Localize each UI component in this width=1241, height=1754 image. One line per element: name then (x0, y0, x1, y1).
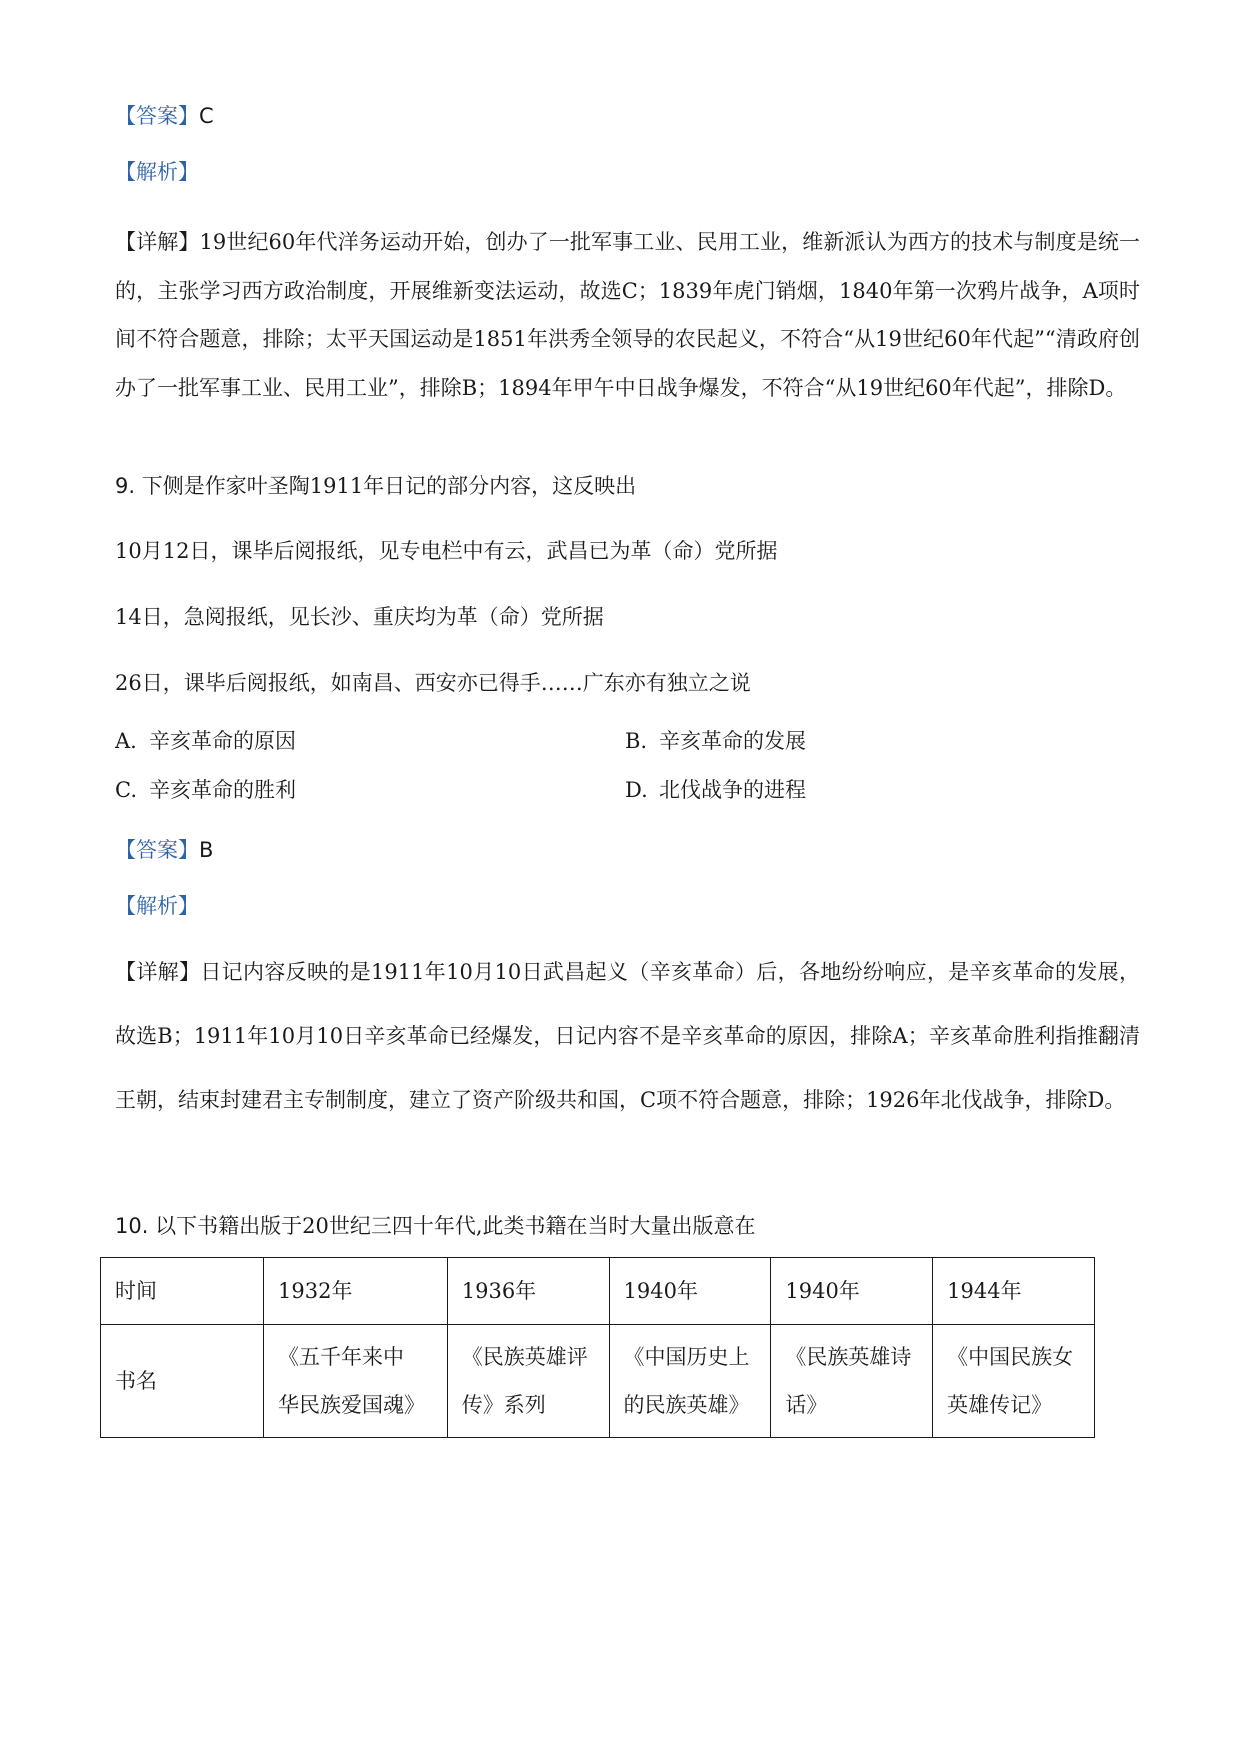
option-letter: B. (625, 729, 648, 753)
row-header-time: 时间 (101, 1258, 264, 1325)
q10-stem-line (115, 1210, 756, 1240)
q9-detail-paragraph (115, 940, 1140, 1132)
answer-value: C (199, 104, 214, 128)
title-cell (447, 1325, 609, 1438)
analysis-tag: 【解析】 (115, 160, 199, 184)
title-cell (933, 1325, 1095, 1438)
year-cell: 1932年 (264, 1258, 448, 1325)
option-b (625, 725, 806, 755)
question-stem: 下侧是作家叶圣陶1911年日记的部分内容，这反映出 (141, 474, 637, 498)
answer-tag: 【答案】 (115, 838, 199, 862)
option-c (115, 774, 296, 804)
option-d (625, 774, 806, 804)
answer-tag: 【答案】 (115, 104, 199, 128)
detail-text: 日记内容反映的是1911年10月10日武昌起义（辛亥革命）后，各地纷纷响应，是辛亥革命的发展，故选B；1911年10月10日辛亥革命已经爆发，日记内容不是辛亥革命的原因，排除A；辛亥革命胜利指推翻清王朝，结束封建君主专制制度，建立了资产阶级共和国，C项不符合题意，排除；1926年北伐战争，排除D。 (115, 960, 1140, 1112)
option-letter: C. (115, 778, 137, 802)
title-line: 传》系列 (461, 1393, 546, 1417)
title-cell (264, 1325, 448, 1438)
title-line: 《民族英雄评 (461, 1345, 588, 1369)
diary-line: 10月12日，课毕后阅报纸，见专电栏中有云，武昌已为革（命）党所据 (115, 539, 778, 563)
table-row (101, 1325, 1095, 1438)
diary-line: 14日，急阅报纸，见长沙、重庆均为革（命）党所据 (115, 605, 604, 629)
title-line: 英雄传记》 (947, 1393, 1053, 1417)
table-row (101, 1258, 1095, 1325)
title-line: 的民族英雄》 (623, 1393, 750, 1417)
question-stem: 以下书籍出版于20世纪三四十年代,此类书籍在当时大量出版意在 (155, 1214, 756, 1238)
option-text: 辛亥革命的原因 (149, 729, 296, 753)
answer-value: B (199, 838, 214, 862)
question-number: 10. (115, 1214, 149, 1238)
q9-analysis-line (115, 890, 199, 920)
q8-detail-paragraph (115, 218, 1140, 412)
q9-answer-line (115, 834, 213, 864)
q8-analysis-line (115, 156, 199, 186)
title-line: 《五千年来中 (278, 1345, 404, 1369)
books-table (100, 1257, 1095, 1438)
detail-tag: 【详解】 (115, 230, 200, 254)
title-cell (771, 1325, 933, 1438)
year-cell: 1940年 (609, 1258, 771, 1325)
option-text: 辛亥革命的胜利 (149, 778, 296, 802)
title-cell (609, 1325, 771, 1438)
option-text: 北伐战争的进程 (659, 778, 806, 802)
q8-answer-line (115, 100, 214, 130)
title-line: 话》 (785, 1393, 828, 1417)
option-text: 辛亥革命的发展 (659, 729, 806, 753)
option-letter: D. (625, 778, 648, 802)
option-letter: A. (115, 729, 137, 753)
q9-stem-line (115, 470, 636, 500)
question-number: 9. (115, 474, 136, 498)
detail-tag: 【详解】 (115, 960, 201, 984)
option-a (115, 725, 296, 755)
year-cell: 1944年 (933, 1258, 1095, 1325)
title-line: 华民族爱国魂》 (278, 1393, 425, 1417)
analysis-tag: 【解析】 (115, 894, 199, 918)
title-line: 《民族英雄诗 (785, 1345, 912, 1369)
year-cell: 1940年 (771, 1258, 933, 1325)
title-line: 《中国历史上 (623, 1345, 750, 1369)
title-line: 《中国民族女 (947, 1345, 1074, 1369)
year-cell: 1936年 (447, 1258, 609, 1325)
diary-line: 26日，课毕后阅报纸，如南昌、西安亦已得手……广东亦有独立之说 (115, 671, 751, 695)
row-header-title: 书名 (101, 1325, 264, 1438)
detail-text: 19世纪60年代洋务运动开始，创办了一批军事工业、民用工业，维新派认为西方的技术与制度是统一的，主张学习西方政治制度，开展维新变法运动，故选C；1839年虎门销烟，1840年第一次鸦片战争，A项时间不符合题意，排除；太平天国运动是1851年洪秀全领导的农民起义，不符合“从19世纪60年代起”“清政府创办了一批军事工业、民用工业”，排除B；1894年甲午中日战争爆发，不符合“从19世纪60年代起”，排除D。 (115, 230, 1140, 400)
